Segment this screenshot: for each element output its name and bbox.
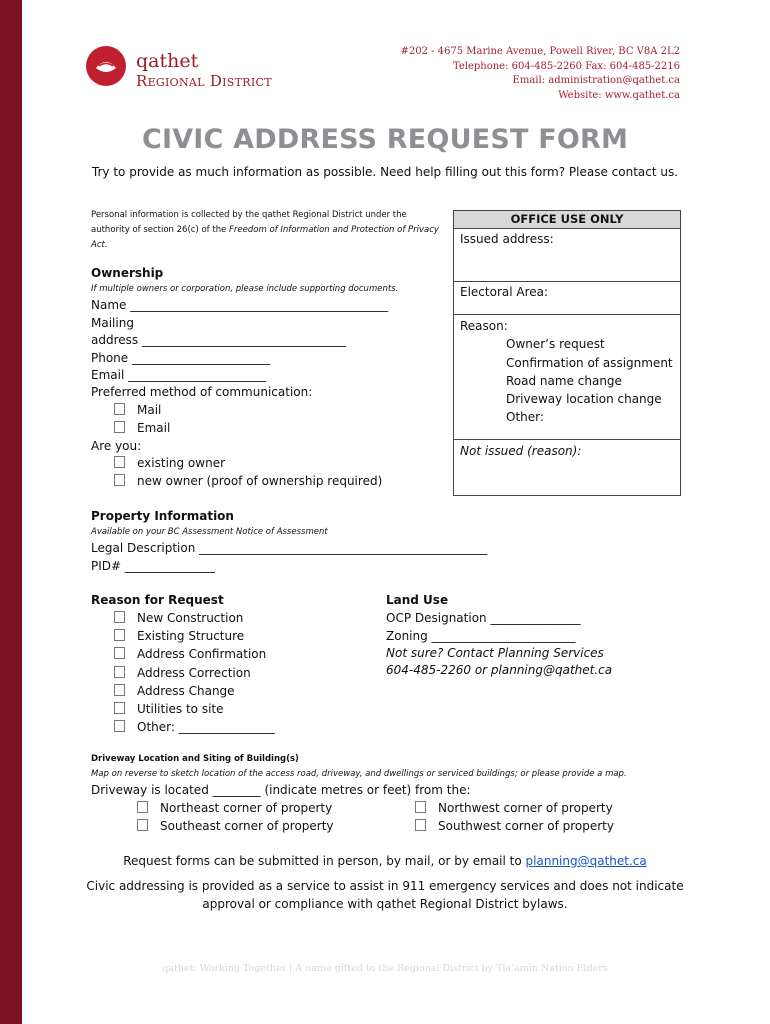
page-subtitle: Try to provide as much information as possible. Need help filling out this form? Please contact us. bbox=[91, 165, 679, 179]
pid-field[interactable]: PID# _______________ bbox=[91, 559, 215, 573]
office-website[interactable]: Website: www.qathet.ca bbox=[558, 89, 680, 101]
checkbox[interactable] bbox=[114, 611, 125, 623]
email-field[interactable]: Email _______________________ bbox=[91, 368, 267, 382]
checkbox[interactable] bbox=[114, 403, 125, 415]
existing-owner-option[interactable]: existing owner bbox=[114, 454, 225, 472]
ownership-heading: Ownership bbox=[91, 266, 164, 280]
not-issued-label: Not issued (reason): bbox=[460, 444, 582, 458]
privacy-notice bbox=[91, 208, 441, 253]
checkbox[interactable] bbox=[114, 684, 125, 696]
logo-subtitle: Regional District bbox=[136, 72, 272, 90]
submit-info bbox=[0, 852, 770, 870]
northeast-option[interactable]: Northeast corner of property bbox=[137, 799, 332, 817]
zoning-field[interactable]: Zoning ________________________ bbox=[386, 629, 576, 643]
mailing-label: Mailing bbox=[91, 316, 134, 330]
office-reason-item: Other: bbox=[506, 410, 544, 424]
privacy-text: Personal information is collected by the qathet Regional District under the authority of section 26(c) of the bbox=[91, 210, 407, 235]
southwest-option[interactable]: Southwest corner of property bbox=[415, 817, 614, 835]
email-option[interactable]: Email bbox=[114, 419, 170, 437]
civic-info-line1: Civic addressing is provided as a service to assist in 911 emergency services and does not indicate bbox=[86, 879, 684, 893]
checkbox[interactable] bbox=[114, 421, 125, 433]
office-reason-item: Owner’s request bbox=[506, 337, 605, 351]
driveway-location-field[interactable]: Driveway is located ________ (indicate metres or feet) from the: bbox=[91, 783, 471, 797]
driveway-note: Map on reverse to sketch location of the access road, driveway, and dwellings or serviced buildings; or please provide a map. bbox=[91, 769, 627, 779]
phone-field[interactable]: Phone _______________________ bbox=[91, 351, 270, 365]
ocp-field[interactable]: OCP Designation _______________ bbox=[386, 611, 581, 625]
electoral-area-label: Electoral Area: bbox=[460, 285, 549, 299]
southeast-option[interactable]: Southeast corner of property bbox=[137, 817, 334, 835]
checkbox[interactable] bbox=[114, 474, 125, 486]
footer-tagline: qathet: Working Together | A name gifted to the Regional District by Tla’amin Nation Elders bbox=[162, 963, 608, 974]
checkbox[interactable] bbox=[114, 666, 125, 678]
civic-info-line2: approval or compliance with qathet Regional District bylaws. bbox=[202, 897, 568, 911]
preferred-label: Preferred method of communication: bbox=[91, 385, 313, 399]
are-you-label: Are you: bbox=[91, 439, 142, 453]
checkbox[interactable] bbox=[114, 629, 125, 641]
property-heading: Property Information bbox=[91, 509, 234, 523]
reason-option[interactable]: Address Correction bbox=[114, 664, 251, 682]
office-use-header: OFFICE USE ONLY bbox=[454, 211, 680, 229]
reason-label: Reason: bbox=[460, 319, 508, 333]
privacy-act: Freedom of Information and Protection of Privacy Act. bbox=[91, 225, 439, 250]
issued-address-label: Issued address: bbox=[460, 232, 554, 246]
checkbox[interactable] bbox=[415, 819, 426, 831]
page-title: CIVIC ADDRESS REQUEST FORM bbox=[141, 124, 629, 155]
address-field[interactable]: address __________________________________ bbox=[91, 333, 346, 347]
office-use-box bbox=[453, 210, 681, 496]
office-phone: Telephone: 604-485-2260 Fax: 604-485-2216 bbox=[452, 60, 680, 72]
ownership-note: If multiple owners or corporation, please include supporting documents. bbox=[91, 284, 399, 294]
contact-block bbox=[400, 45, 680, 103]
reason-request-heading: Reason for Request bbox=[91, 593, 224, 607]
new-owner-option[interactable]: new owner (proof of ownership required) bbox=[114, 472, 382, 490]
checkbox[interactable] bbox=[415, 801, 426, 813]
submit-text: Request forms can be submitted in person, by mail, or by email to bbox=[123, 854, 526, 868]
office-reason-item: Road name change bbox=[506, 374, 622, 388]
northwest-option[interactable]: Northwest corner of property bbox=[415, 799, 613, 817]
property-note: Available on your BC Assessment Notice of Assessment bbox=[91, 527, 328, 537]
planning-contact: 604-485-2260 or planning@qathet.ca bbox=[386, 663, 613, 677]
legal-description-field[interactable]: Legal Description ________________________________________________ bbox=[91, 541, 488, 555]
office-reason-item: Driveway location change bbox=[506, 392, 662, 406]
checkbox[interactable] bbox=[114, 702, 125, 714]
office-reason-item: Confirmation of assignment bbox=[506, 356, 673, 370]
mail-option[interactable]: Mail bbox=[114, 401, 161, 419]
checkbox[interactable] bbox=[137, 819, 148, 831]
reason-option[interactable]: Address Change bbox=[114, 682, 235, 700]
checkbox[interactable] bbox=[114, 720, 125, 732]
reason-option[interactable]: New Construction bbox=[114, 609, 243, 627]
reason-option[interactable]: Existing Structure bbox=[114, 627, 244, 645]
land-use-heading: Land Use bbox=[386, 593, 449, 607]
driveway-heading: Driveway Location and Siting of Building(s) bbox=[91, 754, 299, 764]
checkbox[interactable] bbox=[137, 801, 148, 813]
not-sure-text: Not sure? Contact Planning Services bbox=[386, 646, 604, 660]
planning-email-link[interactable]: planning@qathet.ca bbox=[525, 854, 647, 868]
logo-icon bbox=[86, 46, 126, 86]
office-address: #202 - 4675 Marine Avenue, Powell River, BC V8A 2L2 bbox=[400, 46, 680, 57]
reason-option[interactable]: Utilities to site bbox=[114, 700, 224, 718]
checkbox[interactable] bbox=[114, 456, 125, 468]
reason-option[interactable]: Other: ________________ bbox=[114, 718, 275, 736]
office-email[interactable]: Email: administration@qathet.ca bbox=[512, 75, 680, 86]
reason-option[interactable]: Address Confirmation bbox=[114, 645, 266, 663]
checkbox[interactable] bbox=[114, 647, 125, 659]
logo-name: qathet bbox=[136, 50, 199, 72]
name-field[interactable]: Name ___________________________________________ bbox=[91, 298, 389, 312]
